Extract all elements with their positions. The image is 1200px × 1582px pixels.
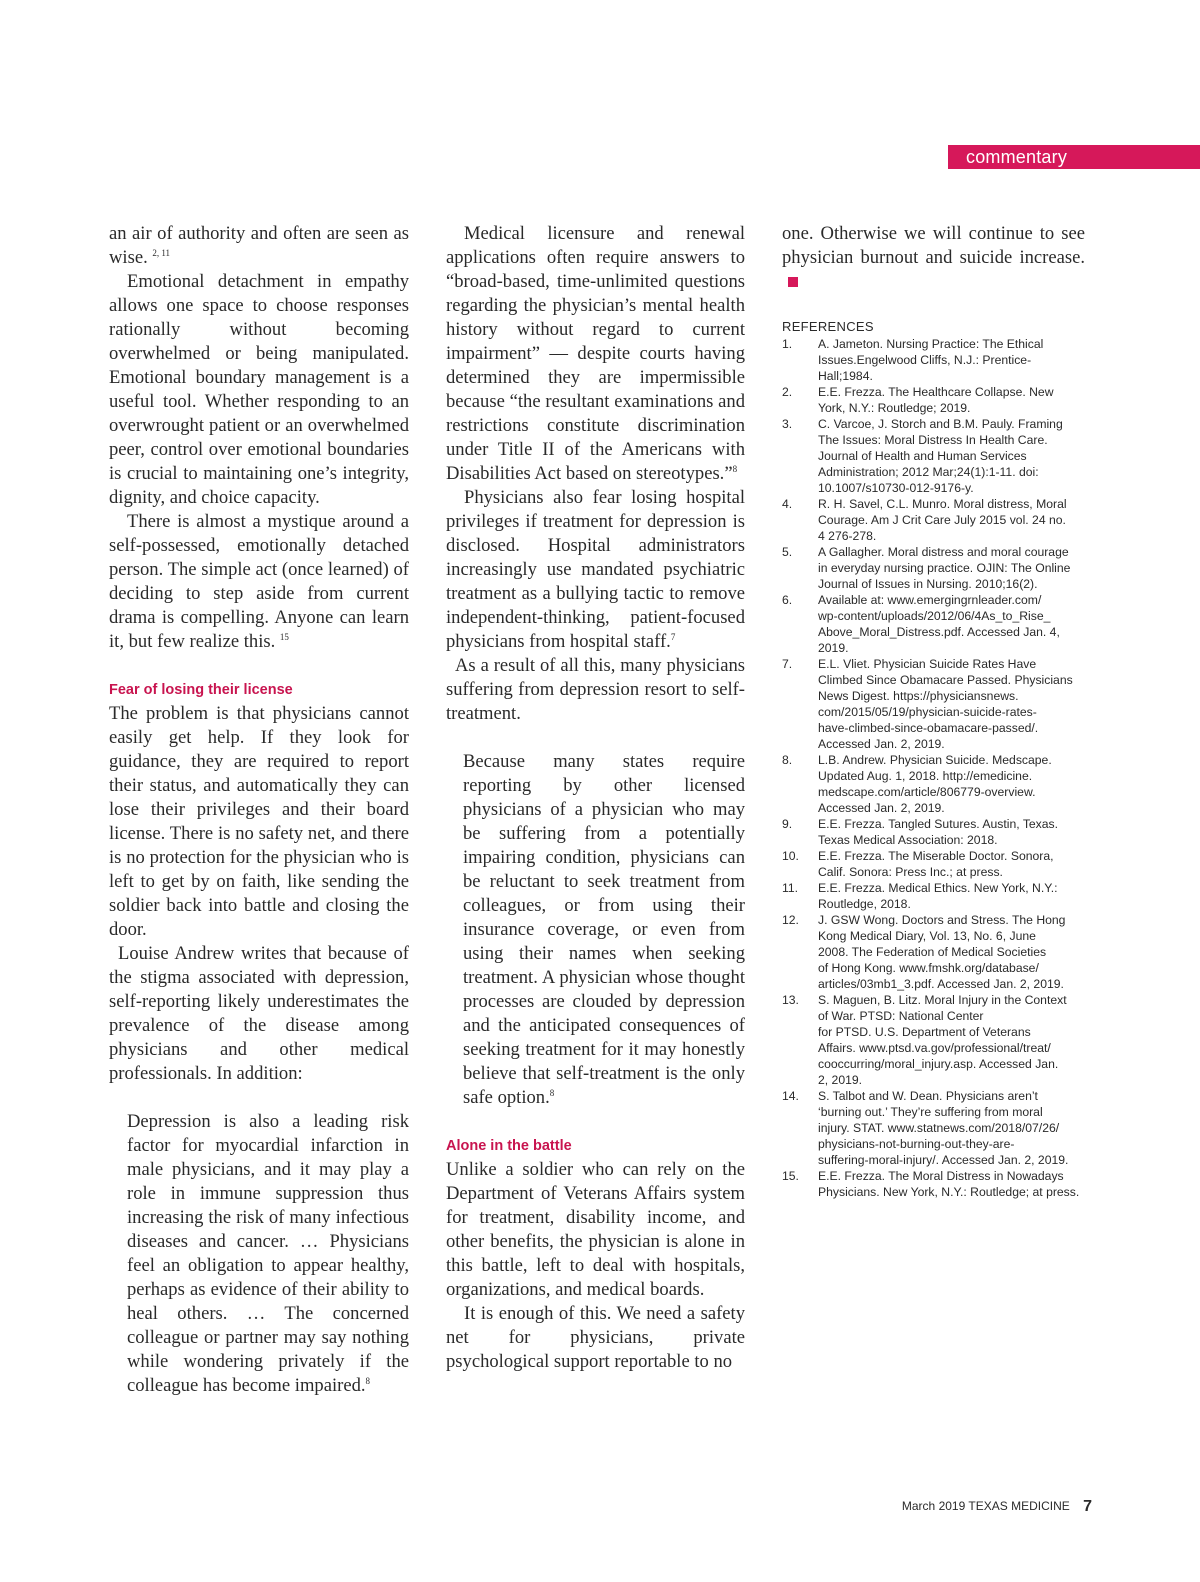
reference-number: 4.: [782, 497, 793, 511]
citation: 15: [279, 631, 289, 642]
article-column-1: [109, 222, 409, 1398]
reference-text: E.E. Frezza. The Miserable Doctor. Sonora, Calif. Sonora: Press Inc.; at press.: [818, 849, 1054, 879]
reference-item: [782, 816, 1092, 848]
reference-text: E.E. Frezza. The Moral Distress in Nowadays Physicians. New York, N.Y.: Routledge; at press.: [818, 1169, 1080, 1199]
paragraph: [782, 222, 1085, 294]
reference-text: J. GSW Wong. Doctors and Stress. The Hong Kong Medical Diary, Vol. 13, No. 6, June 2008. The Federation of Medical Societies of Hong Kong. www.fmshk.org/database/ articles/03mb1_3.pdf. Accessed Jan. 2, 2019.: [818, 913, 1066, 991]
paragraph-text: an air of authority and often are seen as wise.: [109, 223, 409, 268]
reference-item: [782, 496, 1092, 544]
paragraph: Louise Andrew writes that because of the stigma associated with depression, self-reporting likely underestimates the prevalence of the disease among physicians and other medical professionals. In addition:: [109, 943, 409, 1084]
section-label: commentary: [948, 145, 1200, 169]
paragraph: [446, 222, 745, 486]
reference-text: S. Maguen, B. Litz. Moral Injury in the Context of War. PTSD: National Center for PTSD. U.S. Department of Veterans Affairs. www.ptsd.va.gov/professional/treat/ cooccurring/moral_injury.asp. Accessed Jan. 2, 2019.: [818, 993, 1067, 1087]
reference-number: 2.: [782, 385, 793, 399]
reference-number: 15.: [782, 1169, 799, 1183]
article-column-3: [782, 222, 1085, 294]
reference-item: [782, 912, 1092, 992]
reference-number: 7.: [782, 657, 793, 671]
reference-number: 13.: [782, 993, 799, 1007]
reference-list: [782, 336, 1092, 1200]
quote-text: Because many states require reporting by other licensed physicians of a physician who may be suffering from a potentially impairing condition, physicians can be reluctant to seek treatment from colleagues, or from using their insurance coverage, or even from using their names when seeking treatment. A physician whose thought processes are clouded by depression and the anticipated consequences of seeking treatment for it may honestly believe that self-treatment is the only safe option.: [463, 751, 745, 1108]
reference-text: S. Talbot and W. Dean. Physicians aren’t ‘burning out.’ They’re suffering from moral injury. STAT. www.statnews.com/2018/07/26/ physicians-not-burning-out-they-are- suffering-moral-injury/. Accessed Jan. 2, 2019.: [818, 1089, 1069, 1167]
references: [782, 319, 1092, 1200]
reference-text: E.E. Frezza. Medical Ethics. New York, N.Y.: Routledge, 2018.: [818, 881, 1058, 911]
article-column-2: [446, 222, 745, 1374]
section-heading: Fear of losing their license: [109, 682, 293, 698]
reference-item: [782, 384, 1092, 416]
reference-number: 3.: [782, 417, 793, 431]
paragraph: Unlike a soldier who can rely on the Department of Veterans Affairs system for treatment, disability income, and other benefits, the physician is alone in this battle, left to deal with hospitals, organizations, and medical boards.: [446, 1159, 745, 1300]
reference-number: 5.: [782, 545, 793, 559]
reference-item: [782, 336, 1092, 384]
reference-item: [782, 544, 1092, 592]
citation: 8: [365, 1375, 371, 1386]
block-quote: [446, 750, 745, 1110]
reference-number: 9.: [782, 817, 793, 831]
reference-text: A Gallagher. Moral distress and moral courage in everyday nursing practice. OJIN: The Online Journal of Issues in Nursing. 2010;16(2).: [818, 545, 1071, 591]
page-number: 7: [1083, 1498, 1092, 1515]
reference-number: 6.: [782, 593, 793, 607]
reference-number: 10.: [782, 849, 799, 863]
reference-item: [782, 416, 1092, 496]
reference-text: A. Jameton. Nursing Practice: The Ethical Issues.Engelwood Cliffs, N.J.: Prentice- Hall;1984.: [818, 337, 1044, 383]
reference-text: Available at: www.emergingrnleader.com/ wp-content/uploads/2012/06/4As_to_Rise_ Above_Moral_Distress.pdf. Accessed Jan. 4, 2019.: [818, 593, 1060, 655]
paragraph: It is enough of this. We need a safety net for physicians, private psychological support reportable to no: [446, 1303, 745, 1372]
paragraph: The problem is that physicians cannot easily get help. If they look for guidance, they are required to report their status, and automatically they can lose their privileges and their board license. There is no safety net, and there is no protection for the physician who is left to get by on faith, like sending the soldier back into battle and closing the door.: [109, 703, 409, 940]
paragraph: As a result of all this, many physicians suffering from depression resort to self-treatment.: [446, 655, 745, 724]
paragraph-text: Physicians also fear losing hospital privileges if treatment for depression is disclosed. Hospital administrators increasingly use mandated psychiatric treatment as a bullying tactic to remove independent-thinking, patient-focused physicians from hospital staff.: [446, 487, 745, 652]
reference-item: [782, 992, 1092, 1088]
paragraph: [109, 510, 409, 654]
reference-item: [782, 1168, 1092, 1200]
reference-item: [782, 752, 1092, 816]
reference-number: 11.: [782, 881, 799, 895]
paragraph-text: one. Otherwise we will continue to see physician burnout and suicide increase.: [782, 223, 1085, 268]
reference-number: 12.: [782, 913, 799, 927]
reference-text: C. Varcoe, J. Storch and B.M. Pauly. Framing The Issues: Moral Distress In Health Care. Journal of Health and Human Services Administration; 2012 Mar;24(1):1-11. doi: 10.1007/s10730-012-9176-y.: [818, 417, 1063, 495]
paragraph: [446, 486, 745, 654]
issue-date: March 2019: [901, 1499, 966, 1513]
paragraph: [109, 222, 409, 270]
citation: 8: [732, 463, 738, 474]
block-quote: [109, 1110, 409, 1398]
section-heading: Alone in the battle: [446, 1138, 572, 1154]
reference-number: 14.: [782, 1089, 799, 1103]
paragraph-text: Medical licensure and renewal applications often require answers to “broad-based, time-unlimited questions regarding the physician’s mental health history without regard to current impairment” — despite courts having determined they are impermissible because “the resultant examinations and restrictions constitute discrimination under Title II of the Americans with Disabilities Act based on stereotypes.”: [446, 223, 745, 484]
end-of-article-mark: [788, 277, 798, 287]
publication-name: TEXAS MEDICINE: [968, 1499, 1070, 1513]
citation: 8: [549, 1087, 555, 1098]
citation: 7: [670, 631, 676, 642]
page-footer: [902, 1496, 1092, 1517]
reference-item: [782, 1088, 1092, 1168]
reference-item: [782, 592, 1092, 656]
reference-number: 8.: [782, 753, 793, 767]
reference-text: E.L. Vliet. Physician Suicide Rates Have Climbed Since Obamacare Passed. Physicians News Digest. https://physiciansnews. com/2015/05/19/physician-suicide-rates- have-climbed-since-obamacare-passed/. Accessed Jan. 2, 2019.: [818, 657, 1073, 751]
reference-item: [782, 880, 1092, 912]
reference-item: [782, 656, 1092, 752]
reference-text: E.E. Frezza. The Healthcare Collapse. New York, N.Y.: Routledge; 2019.: [818, 385, 1054, 415]
reference-text: L.B. Andrew. Physician Suicide. Medscape. Updated Aug. 1, 2018. http://emedicine. medscape.com/article/806779-overview. Accessed Jan. 2, 2019.: [818, 753, 1052, 815]
reference-item: [782, 848, 1092, 880]
citation: 2, 11: [152, 247, 171, 258]
reference-number: 1.: [782, 337, 793, 351]
reference-text: E.E. Frezza. Tangled Sutures. Austin, Texas. Texas Medical Association: 2018.: [818, 817, 1059, 847]
quote-text: Depression is also a leading risk factor for myocardial infarction in male physicians, and it may play a role in immune suppression thus increasing the risk of many infectious diseases and cancer. … Physicians feel an obligation to appear healthy, perhaps as evidence of their ability to heal others. … The concerned colleague or partner may say nothing while wondering privately if the colleague has become impaired.: [127, 1111, 409, 1396]
paragraph-text: There is almost a mystique around a self-possessed, emotionally detached person. The simple act (once learned) of deciding to step aside from current drama is compelling. Anyone can learn it, but few realize this.: [109, 511, 409, 652]
references-title: REFERENCES: [782, 319, 874, 334]
paragraph: Emotional detachment in empathy allows one space to choose responses rationally without becoming overwhelmed or being manipulated. Emotional boundary management is a useful tool. Whether responding to an overwrought patient or an overwhelmed peer, control over emotional boundaries is crucial to maintaining one’s integrity, dignity, and choice capacity.: [109, 271, 409, 508]
reference-text: R. H. Savel, C.L. Munro. Moral distress, Moral Courage. Am J Crit Care July 2015 vol. 24 no. 4 276-278.: [818, 497, 1067, 543]
